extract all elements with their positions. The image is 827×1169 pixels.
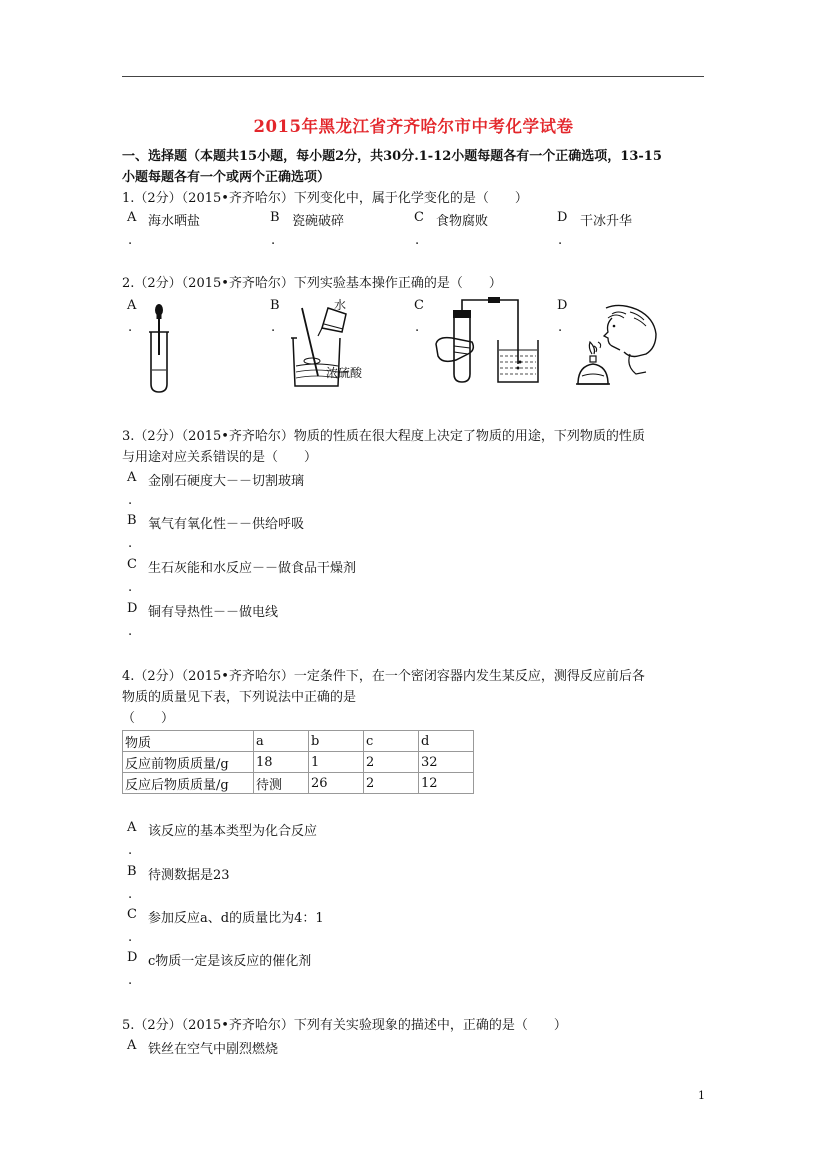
q3-option-d-letter: D [127, 601, 138, 616]
q1-option-c-letter: C [414, 210, 424, 225]
q2-figure-b-label-water: 水 [334, 298, 347, 312]
q4-option-c-dot: . [128, 930, 133, 945]
q5-option-a-text: 铁丝在空气中剧烈燃烧 [148, 1042, 279, 1057]
q2-figure-c-airtightness-check [432, 294, 547, 394]
q3-stem-line1: 3.（2分）（2015•齐齐哈尔）物质的性质在很大程度上决定了物质的用途，下列物质的性质 [122, 429, 645, 444]
q4-option-c-text: 参加反应a、d的质量比为4：1 [148, 911, 324, 926]
table-cell: c [364, 731, 419, 752]
table-cell: a [254, 731, 309, 752]
q3-option-c-text: 生石灰能和水反应－－做食品干燥剂 [148, 561, 357, 576]
q2-option-c-letter: C [414, 298, 424, 313]
q3-option-c-dot: . [128, 580, 133, 595]
section-heading [122, 146, 707, 188]
q4-stem-line3: （ ） [122, 711, 175, 726]
q4-stem-line1: 4.（2分）（2015•齐齐哈尔）一定条件下，在一个密闭容器内发生某反应，测得反应前后各 [122, 669, 645, 684]
q4-option-b-letter: B [127, 864, 137, 879]
q3-option-d-dot: . [128, 624, 133, 639]
q1-option-c-text: 食物腐败 [436, 214, 489, 229]
q5-option-a-letter: A [127, 1038, 137, 1053]
table-cell: 2 [364, 752, 419, 773]
q2-figure-d-alcohol-lamp-person [568, 304, 668, 399]
q1-option-a-text: 海水晒盐 [148, 214, 201, 229]
section-heading-line1: 一、选择题（本题共15小题，每小题2分，共30分.1-12小题每题各有一个正确选项，13-15 [122, 149, 662, 164]
q1-option-d-dot: . [558, 233, 563, 248]
q3-option-a-text: 金刚石硬度大－－切割玻璃 [148, 474, 305, 489]
table-row [123, 752, 474, 773]
table-cell: 18 [254, 752, 309, 773]
q3-option-d-text: 铜有导热性－－做电线 [148, 605, 279, 620]
q4-option-b-dot: . [128, 887, 133, 902]
q2-option-c-dot: . [415, 320, 420, 335]
q3-option-c-letter: C [127, 557, 137, 572]
q3-stem-line2: 与用途对应关系错误的是（ ） [122, 450, 318, 465]
table-cell: 2 [364, 773, 419, 794]
q3-option-a-dot: . [128, 493, 133, 508]
page-title: 2015年黑龙江省齐齐哈尔市中考化学试卷 [253, 117, 574, 136]
q3-option-a-letter: A [127, 470, 137, 485]
table-cell: 待测 [254, 773, 309, 794]
q2-stem: 2.（2分）（2015•齐齐哈尔）下列实验基本操作正确的是（ ） [122, 276, 502, 291]
q4-option-a-dot: . [128, 843, 133, 858]
table-cell: 26 [309, 773, 364, 794]
q4-stem-line2: 物质的质量见下表，下列说法中正确的是 [122, 690, 357, 705]
table-cell: 物质 [123, 731, 254, 752]
q2-option-a-dot: . [128, 320, 133, 335]
q5-stem: 5.（2分）（2015•齐齐哈尔）下列有关实验现象的描述中，正确的是（ ） [122, 1018, 567, 1033]
q4-option-b-text: 待测数据是23 [148, 868, 230, 883]
table-row [123, 773, 474, 794]
table-cell: d [419, 731, 474, 752]
table-cell: 反应后物质质量/g [123, 773, 254, 794]
table-cell: 1 [309, 752, 364, 773]
q2-option-a-letter: A [127, 298, 137, 313]
q4-option-c-letter: C [127, 907, 137, 922]
q4-option-d-dot: . [128, 973, 133, 988]
q4-stem [122, 666, 707, 729]
q3-stem [122, 426, 707, 468]
q2-option-d-dot: . [558, 320, 563, 335]
q2-figure-b-label-acid: 浓硫酸 [326, 366, 363, 380]
q4-option-a-text: 该反应的基本类型为化合反应 [148, 824, 318, 839]
q3-option-b-dot: . [128, 536, 133, 551]
q3-option-b-letter: B [127, 513, 137, 528]
q4-data-table [122, 730, 474, 794]
q1-option-d-text: 干冰升华 [580, 214, 633, 229]
q2-option-b-dot: . [271, 320, 276, 335]
q1-option-b-dot: . [271, 233, 276, 248]
table-cell: 反应前物质质量/g [123, 752, 254, 773]
q2-option-d-letter: D [557, 298, 568, 313]
q1-option-a-dot: . [128, 233, 133, 248]
q4-option-d-letter: D [127, 950, 138, 965]
q1-option-d-letter: D [557, 210, 568, 225]
q1-option-a-letter: A [127, 210, 137, 225]
q2-option-b-letter: B [270, 298, 280, 313]
q1-option-c-dot: . [415, 233, 420, 248]
q1-stem: 1.（2分）（2015•齐齐哈尔）下列变化中，属于化学变化的是（ ） [122, 191, 528, 206]
section-heading-line2: 小题每题各有一个或两个正确选项） [122, 170, 331, 185]
q4-option-d-text: c物质一定是该反应的催化剂 [148, 954, 312, 969]
table-cell: b [309, 731, 364, 752]
q3-option-b-text: 氧气有氧化性－－供给呼吸 [148, 517, 305, 532]
table-cell: 32 [419, 752, 474, 773]
page-number: 1 [698, 1089, 705, 1102]
table-header-row [123, 731, 474, 752]
table-cell: 12 [419, 773, 474, 794]
header-rule [122, 76, 704, 77]
q1-option-b-text: 瓷碗破碎 [292, 214, 345, 229]
q1-option-b-letter: B [270, 210, 280, 225]
q2-figure-a-dropper-test-tube [140, 300, 180, 395]
q4-option-a-letter: A [127, 820, 137, 835]
